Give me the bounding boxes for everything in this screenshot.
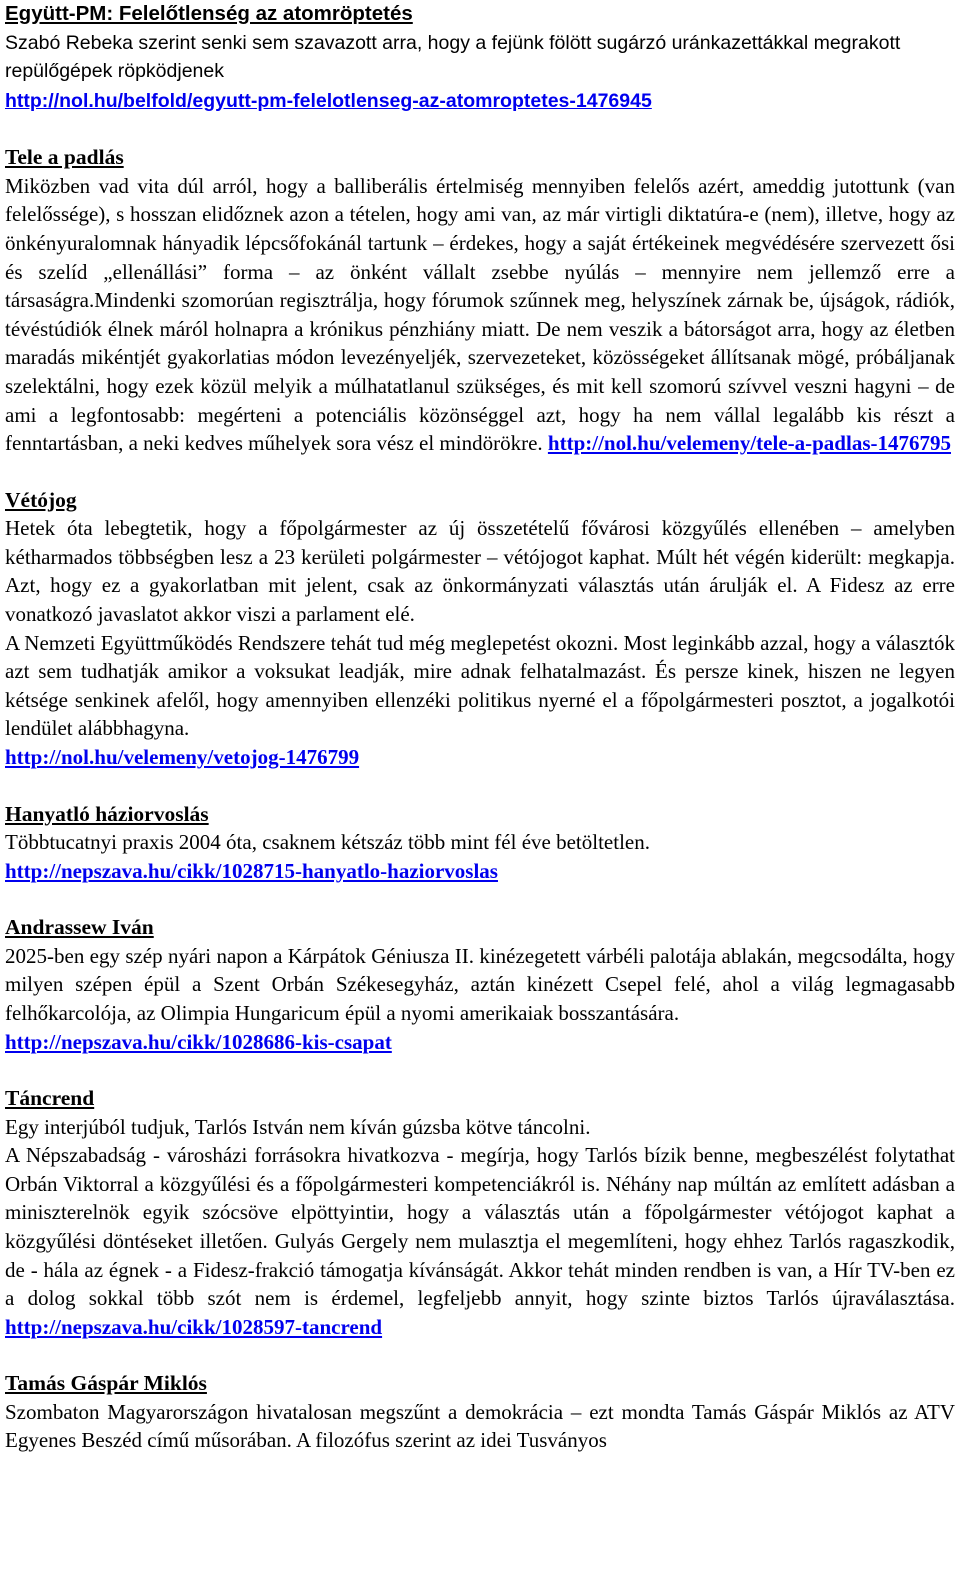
- article-title: Andrassew Iván: [5, 915, 154, 940]
- article-link[interactable]: http://nol.hu/belfold/egyutt-pm-felelotlenseg-az-atomroptetes-1476945: [5, 89, 652, 112]
- article-link[interactable]: http://nepszava.hu/cikk/1028597-tancrend: [5, 1314, 383, 1339]
- article-title: Táncrend: [5, 1086, 95, 1111]
- article-link[interactable]: http://nol.hu/velemeny/vetojog-1476799: [5, 744, 360, 769]
- article-title: Tamás Gáspár Miklós: [5, 1371, 207, 1396]
- article-title: Hanyatló háziorvoslás: [5, 801, 209, 826]
- article-paragraph: Szabó Rebeka szerint senki sem szavazott arra, hogy a fejünk fölött sugárzó uránkazettákkal megrakott repülőgépek röpködjenek: [5, 31, 901, 83]
- article-paragraph: [5, 1141, 955, 1341]
- article-paragraph: Hetek óta lebegtetik, hogy a főpolgármester az új összetételű fővárosi közgyűlés ellenében – amelyben kétharmados többségben lesz a 23 kerületi polgármester – vétójogot kaphat. Múlt hét végén kiderült: megkapja. Azt, hogy ez a gyakorlatban mit jelent, csak az önkormányzati választás után árulják el. A Fidesz az erre vonatkozó javaslatot akkor viszi a parlament elé.: [5, 516, 955, 626]
- article-link[interactable]: http://nol.hu/velemeny/tele-a-padlas-1476795: [547, 431, 951, 456]
- article-andrassew-ivan: [5, 913, 955, 1056]
- article-hanyatlo-haziorvoslas: [5, 800, 955, 886]
- article-paragraph: Szombaton Magyarországon hivatalosan megszűnt a demokrácia – ezt mondta Tamás Gáspár Miklós az ATV Egyenes Beszéd című műsorában. A filozófus szerint az idei Tusványos: [5, 1399, 955, 1453]
- article-paragraph: 2025-ben egy szép nyári napon a Kárpátok Géniusza II. kinézegetett várbéli palotája ablakán, megcsodálta, hogy milyen szépen épül a Szent Orbán Székesegyház, aztán kinézett Csepel felé, ahol a világ legmagasabb felhőkarcolója, az Olimpia Hungaricum épül a nyomi amerikaiak bosszantására.: [5, 943, 955, 1025]
- article-paragraph: [5, 172, 955, 458]
- article-title: Tele a padlás: [5, 145, 124, 170]
- article-paragraph: Többtucatnyi praxis 2004 óta, csaknem kétszáz több mint fél éve betöltetlen.: [5, 830, 650, 855]
- article-tamas-gaspar-miklos: [5, 1369, 955, 1455]
- article-vetojog: [5, 486, 955, 772]
- article-link[interactable]: http://nepszava.hu/cikk/1028686-kis-csapat: [5, 1029, 392, 1054]
- article-egyutt-pm: [5, 0, 955, 115]
- article-paragraph: Egy interjúból tudjuk, Tarlós István nem kíván gúzsba kötve táncolni.: [5, 1114, 591, 1139]
- article-paragraph: A Nemzeti Együttműködés Rendszere tehát tud még meglepetést okozni. Most leginkább azzal, hogy a választók azt sem tudhatják amikor a voksukat leadják, mire adnak felhatalmazást. És persze kinek, hiszen ne legyen kétsége senkinek afelől, hogy amennyiben ellenzéki politikus nyerné el a főpolgármesteri posztot, a jogalkotói lendület alábbhagyna.: [5, 630, 955, 741]
- article-title: Együtt-PM: Felelőtlenség az atomröptetés: [5, 2, 413, 25]
- article-link[interactable]: http://nepszava.hu/cikk/1028715-hanyatlo-haziorvoslas: [5, 858, 498, 883]
- article-title: Vétójog: [5, 487, 77, 512]
- article-tancrend: [5, 1084, 955, 1341]
- article-tele-a-padlas: [5, 143, 955, 457]
- article-paragraph-text: Miközben vad vita dúl arról, hogy a balliberális értelmiség mennyiben felelős azért, ameddig jutottunk (van felelőssége), s hosszan elidőznek azon a tételen, hogy ami van, az már virtigli diktatúra-e (nem), illetve, hogy az önkényuralomnak hányadik lépcsőfokánál tartunk – érdekes, hogy a saját értékeinek megvédésére szervezett ősi és szelíd „ellenállási” forma – az önként vállalt zsebbe nyúlás – mennyire nem jellemző erre a társaságra.Mindenki szomorúan regisztrálja, hogy fórumok szűnnek meg, helyszínek zárnak be, újságok, rádiók, tévéstúdiók élnek máról holnapra a krónikus pénzhiány miatt. De nem veszik a bátorságot arra, hogy az életben maradás mikéntjét gyakorlatias módon levezényeljék, szervezeteket, közösségeket állítsanak mögé, próbáljanak szelektálni, hogy ezek közül melyik a múlhatatlanul szükséges, és mit kell szomorú szívvel veszni hagyni – de ami a legfontosabb: megérteni a potenciális közönséggel azt, hogy ha nem vállal legalább kis részt a fenntartásban, a neki kedves műhelyek sora vész el mindörökre.: [5, 173, 955, 456]
- article-paragraph-text: A Népszabadság - városházi forrásokra hivatkozva - megírja, hogy Tarlós bízik benne, megbeszélést folytathat Orbán Viktorral a közgyűlési és a főpolgármesteri kompetenciákról is. Néhány nap múltán az említett adásban a miniszterelnök egyik szócsöve elpöttyintiи, hogy a választás után a főpolgármester vétójogot kaphat a közgyűlési döntéseket illetően. Gulyás Gergely nem mulasztja el megemlíteni, hogy ehhez Tarlós ragaszkodik, de - hála az égnek - a Fidesz-frakció támogatja kívánságát. Akkor tehát minden rendben is van, a Hír TV-ben ez a dolog sokkal több szót nem is érdemel, legfeljebb annyit, hogy szinte biztos Tarlós újraválasztása.: [5, 1143, 955, 1311]
